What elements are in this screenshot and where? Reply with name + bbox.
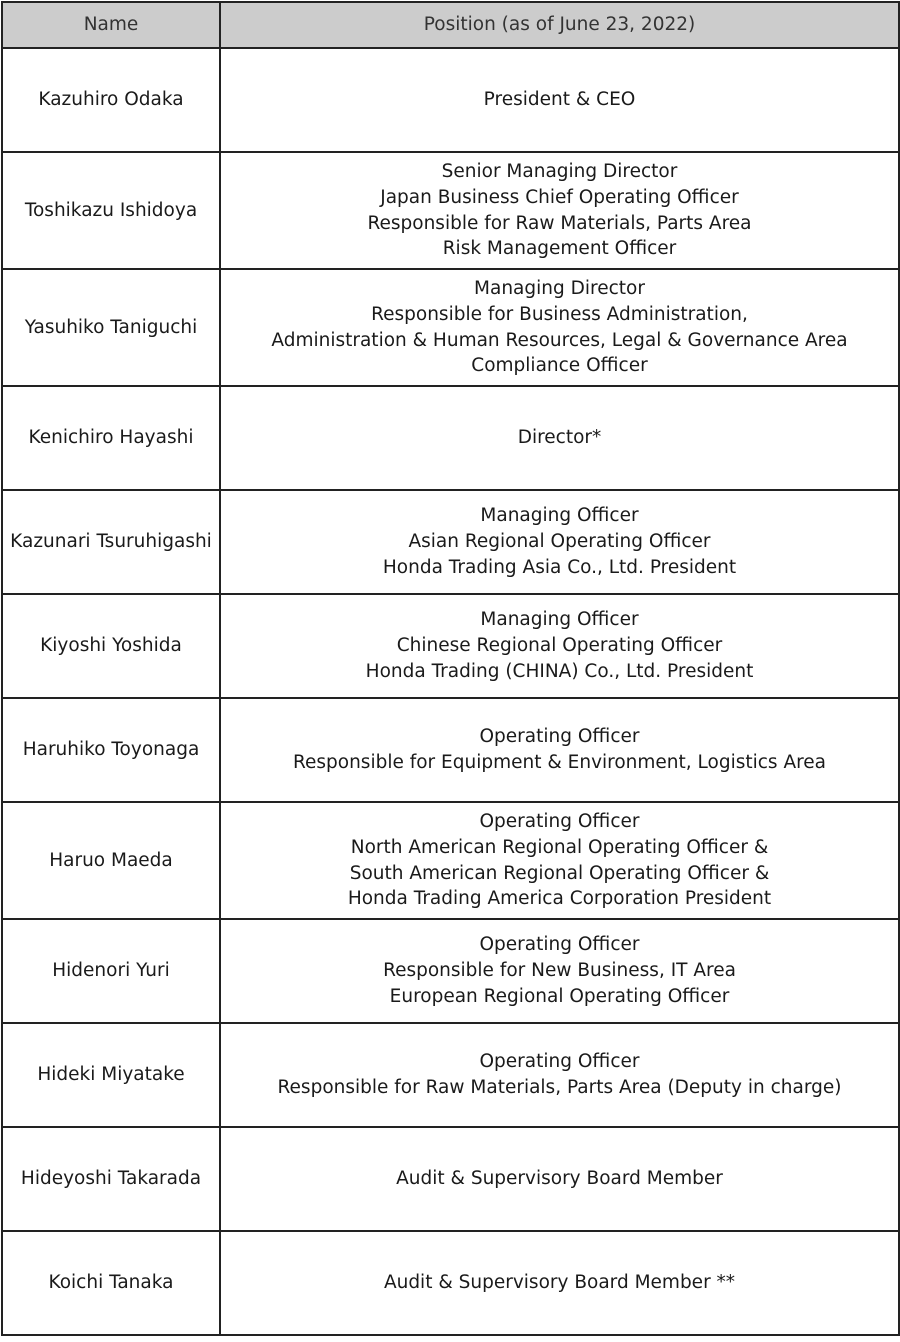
position-line: Responsible for New Business, IT Area [383, 960, 736, 982]
header-name: Name [2, 2, 220, 48]
officer-position [220, 802, 899, 919]
position-line: Responsible for Raw Materials, Parts Area (Deputy in charge) [277, 1077, 842, 1098]
officer-name: Koichi Tanaka [2, 1231, 220, 1335]
officer-name: Kenichiro Hayashi [2, 386, 220, 490]
table-row [2, 698, 899, 802]
position-line: North American Regional Operating Officer & [350, 836, 769, 858]
officer-position [220, 152, 899, 269]
officer-position [220, 490, 899, 594]
officer-name: Hideki Miyatake [2, 1023, 220, 1127]
officer-position [220, 1023, 899, 1127]
table-row [2, 48, 899, 152]
position-line: European Regional Operating Officer [389, 985, 730, 1007]
table-row [2, 152, 899, 269]
position-line: Compliance Officer [471, 355, 648, 377]
table-row [2, 386, 899, 490]
position-line: Audit & Supervisory Board Member [396, 1168, 723, 1190]
officer-position [220, 269, 899, 386]
position-line: Director* [517, 427, 602, 449]
officer-position [220, 1127, 899, 1231]
officer-name: Haruhiko Toyonaga [2, 698, 220, 802]
position-line: Operating Officer [479, 810, 640, 832]
table-row [2, 919, 899, 1023]
officer-position [220, 919, 899, 1023]
position-line: Managing Director [474, 277, 645, 299]
position-line: Administration & Human Resources, Legal & Governance Area [271, 329, 848, 351]
header-row [2, 2, 899, 48]
table-row [2, 1023, 899, 1127]
officer-name: Hidenori Yuri [2, 919, 220, 1023]
officer-name: Hideyoshi Takarada [2, 1127, 220, 1231]
table-body [2, 48, 899, 1335]
table-header [2, 2, 899, 48]
position-line: President & CEO [483, 89, 636, 111]
position-line: Responsible for Raw Materials, Parts Area [367, 212, 752, 234]
officer-name: Toshikazu Ishidoya [2, 152, 220, 269]
table-row [2, 802, 899, 919]
officer-name: Haruo Maeda [2, 802, 220, 919]
position-line: Responsible for Business Administration, [371, 303, 748, 325]
officer-position [220, 48, 899, 152]
position-line: Honda Trading America Corporation President [347, 888, 772, 910]
officer-name: Kazunari Tsuruhigashi [2, 490, 220, 594]
position-line: South American Regional Operating Officer & [349, 862, 770, 884]
position-line: Honda Trading (CHINA) Co., Ltd. President [365, 660, 754, 682]
table-row [2, 1127, 899, 1231]
header-position: Position (as of June 23, 2022) [220, 2, 899, 48]
position-line: Chinese Regional Operating Officer [396, 635, 723, 657]
officer-name: Yasuhiko Taniguchi [2, 269, 220, 386]
officer-name: Kazuhiro Odaka [2, 48, 220, 152]
position-line: Audit & Supervisory Board Member ** [383, 1272, 736, 1294]
table-row [2, 594, 899, 698]
position-line: Asian Regional Operating Officer [408, 531, 711, 553]
position-line: Senior Managing Director [441, 160, 678, 182]
position-line: Operating Officer [479, 934, 640, 956]
position-line: Honda Trading Asia Co., Ltd. President [382, 556, 737, 578]
table-row [2, 490, 899, 594]
officer-name: Kiyoshi Yoshida [2, 594, 220, 698]
position-line: Japan Business Chief Operating Officer [380, 186, 739, 208]
officer-position [220, 594, 899, 698]
officer-position [220, 698, 899, 802]
position-line: Operating Officer [479, 726, 640, 748]
officers-table [1, 1, 900, 1336]
position-line: Managing Officer [480, 505, 639, 527]
table-row [2, 269, 899, 386]
position-line: Operating Officer [479, 1051, 640, 1073]
position-line: Risk Management Officer [442, 238, 677, 260]
position-line: Managing Officer [480, 609, 639, 631]
officer-position [220, 1231, 899, 1335]
table-row [2, 1231, 899, 1335]
position-line: Responsible for Equipment & Environment, Logistics Area [292, 752, 827, 773]
officer-position [220, 386, 899, 490]
